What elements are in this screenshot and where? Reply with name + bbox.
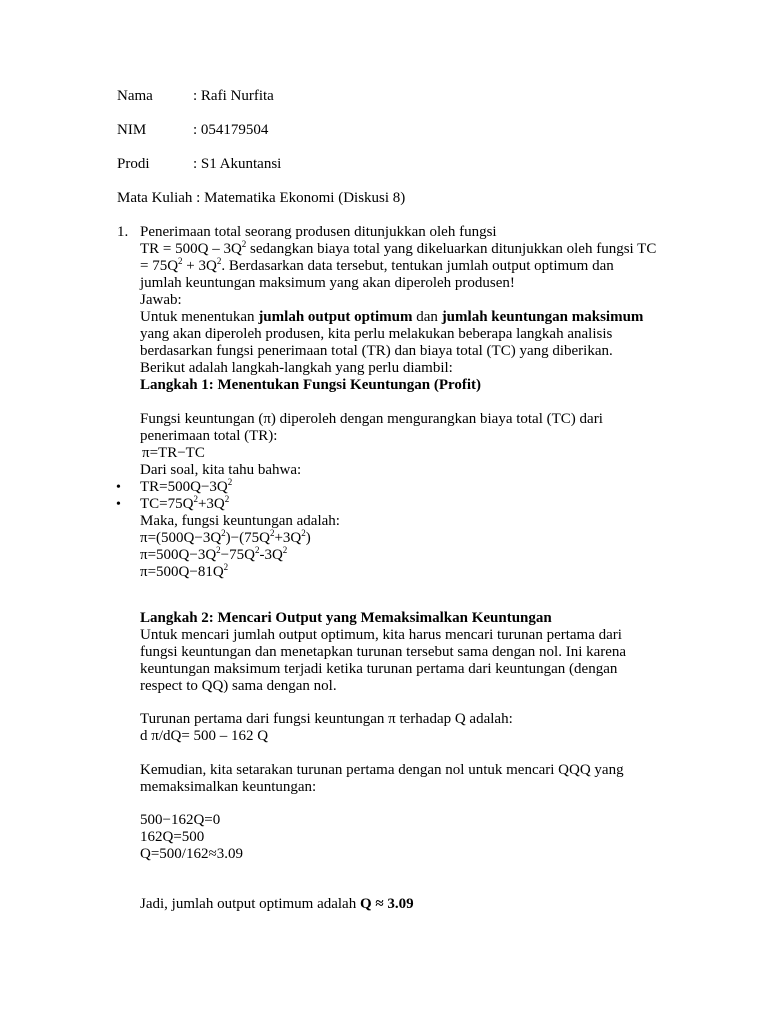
question-line-4: jumlah keuntungan maksimum yang akan diperoleh produsen!: [140, 275, 515, 291]
question-line-3: = $75Q^2 + 3Q^2$. Berdasarkan data tersebut, tentukan jumlah output optimum dan: [140, 256, 614, 274]
equation-2: 162Q=500: [140, 829, 205, 845]
profit-formula: π=TR−TC: [142, 445, 205, 461]
conclusion: Jadi, jumlah output optimum adalah Q ≈ 3.09: [140, 896, 414, 912]
step1-paragraph-line-2: penerimaan total (TR):: [140, 428, 278, 444]
question-line-2: TR = $500Q - 3Q^2$ sedangkan biaya total yang dikeluarkan ditunjukkan oleh fungsi TC: [140, 239, 657, 257]
set-zero-line-2: memaksimalkan keuntungan:: [140, 779, 317, 795]
prodi-value: : S1 Akuntansi: [193, 156, 282, 172]
intro-line-1: Untuk menentukan jumlah output optimum dan jumlah keuntungan maksimum: [140, 309, 644, 325]
profit-derivation-1: $\pi=(500Q-3Q^2)-(75Q^2+3Q^2)$: [140, 528, 311, 546]
nama-value: : Rafi Nurfita: [193, 88, 274, 104]
derivative-formula: d π/dQ= 500 – 162 Q: [140, 728, 269, 744]
intro-line-2: yang akan diperoleh produsen, kita perlu melakukan beberapa langkah analisis: [140, 326, 613, 342]
question-line-1: Penerimaan total seorang produsen ditunjukkan oleh fungsi: [140, 224, 497, 240]
derivative-intro: Turunan pertama dari fungsi keuntungan π terhadap Q adalah:: [140, 711, 513, 727]
step2-title: Langkah 2: Mencari Output yang Memaksimalkan Keuntungan: [140, 610, 552, 626]
nim-value: : 054179504: [193, 122, 269, 138]
equation-3: Q=500/162≈3.09: [140, 846, 243, 862]
profit-function-result: $\pi=500Q-81Q^2$: [140, 562, 229, 580]
equation-1: 500−162Q=0: [140, 812, 221, 828]
maka-line: Maka, fungsi keuntungan adalah:: [140, 513, 340, 529]
mata-kuliah: Mata Kuliah : Matematika Ekonomi (Diskusi 8): [117, 190, 406, 206]
prodi-label: Prodi: [117, 156, 150, 172]
step1-title: Langkah 1: Menentukan Fungsi Keuntungan (Profit): [140, 377, 482, 393]
step2-paragraph-line-3: keuntungan maksimum terjadi ketika turunan pertama dari keuntungan (dengan: [140, 661, 618, 677]
intro-line-3: berdasarkan fungsi penerimaan total (TR) dan biaya total (TC) yang diberikan.: [140, 343, 613, 359]
question-number: 1.: [117, 224, 129, 240]
jawab-label: Jawab:: [140, 292, 182, 308]
tc-function: $TC=75Q^2+3Q^2$: [140, 494, 230, 512]
step2-paragraph-line-1: Untuk mencari jumlah output optimum, kita harus mencari turunan pertama dari: [140, 627, 622, 643]
nama-label: Nama: [117, 88, 153, 104]
profit-derivation-2: $\pi=500Q-3Q^2-75Q^2-3Q^2$: [140, 545, 288, 563]
step2-paragraph-line-4: respect to QQ) sama dengan nol.: [140, 678, 337, 694]
bullet-icon: •: [116, 497, 121, 512]
given-intro: Dari soal, kita tahu bahwa:: [140, 462, 302, 478]
step2-paragraph-line-2: fungsi keuntungan dan menetapkan turunan tersebut sama dengan nol. Ini karena: [140, 644, 627, 660]
nim-label: NIM: [117, 122, 147, 138]
bullet-icon: •: [116, 480, 121, 495]
step1-paragraph-line-1: Fungsi keuntungan (π) diperoleh dengan mengurangkan biaya total (TC) dari: [140, 411, 603, 427]
tr-function: $TR=500Q-3Q^2$: [140, 477, 233, 495]
set-zero-line-1: Kemudian, kita setarakan turunan pertama dengan nol untuk mencari QQQ yang: [140, 762, 624, 778]
intro-line-4: Berikut adalah langkah-langkah yang perlu diambil:: [140, 360, 453, 376]
